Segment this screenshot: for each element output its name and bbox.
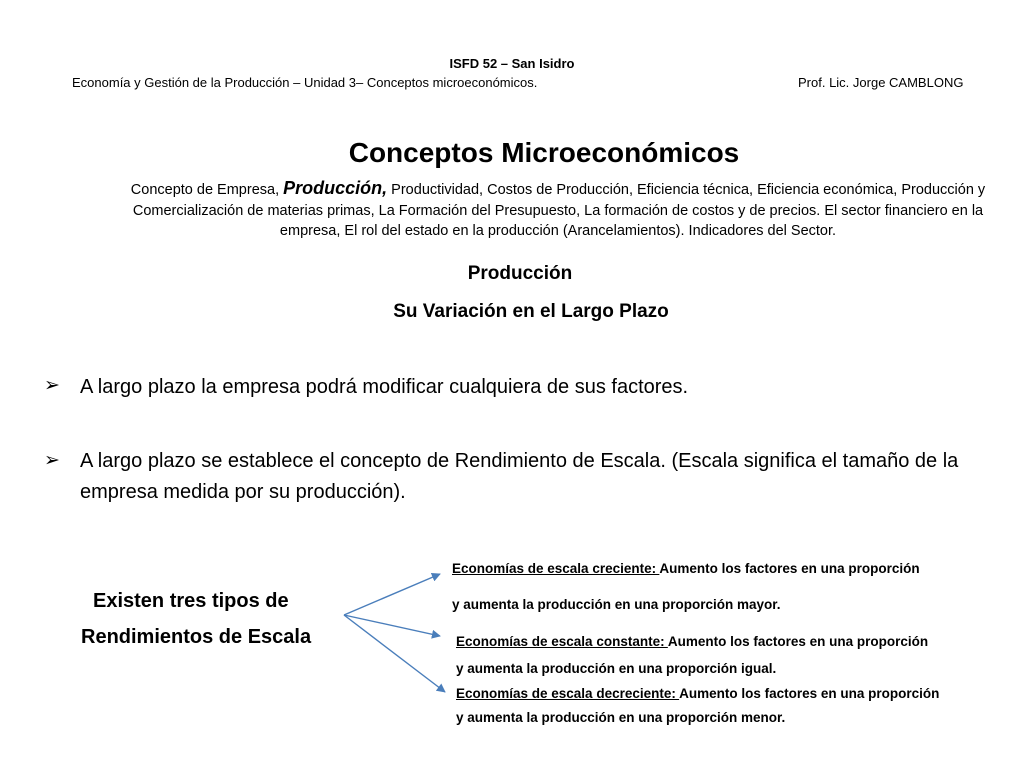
topics-emphasis: Producción, bbox=[283, 178, 388, 198]
economy-constant-line-1 bbox=[456, 634, 928, 649]
bullet-arrow-icon: ➢ bbox=[44, 450, 60, 471]
economy-constant-label: Economías de escala constante: bbox=[456, 634, 668, 649]
section-subtitle: Su Variación en el Largo Plazo bbox=[393, 301, 669, 322]
school-header: ISFD 52 – San Isidro bbox=[449, 56, 575, 71]
topics-after: Productividad, Costos de Producción, Eficiencia técnica, Eficiencia económica, Producción y Comercialización de materias primas, La Formación del Presupuesto, La formación de costos y de precios. El sector financiero en la empresa, El rol del estado en la producción (Arancelamientos). Indicadores del Sector. bbox=[132, 182, 986, 239]
economy-decreasing-text: Aumento los factores en una proporción bbox=[679, 686, 940, 701]
bullet-text-2: A largo plazo se establece el concepto de Rendimiento de Escala. (Escala significa el tamaño de la empresa medida por su producción). bbox=[80, 450, 959, 503]
slide-title: Conceptos Microeconómicos bbox=[348, 137, 740, 168]
professor-header: Prof. Lic. Jorge CAMBLONG bbox=[798, 75, 964, 90]
economy-increasing-label: Economías de escala creciente: bbox=[452, 561, 660, 576]
economy-decreasing-label: Economías de escala decreciente: bbox=[456, 686, 680, 701]
economy-increasing-line-2: y aumenta la producción en una proporción mayor. bbox=[452, 597, 781, 612]
arrow-increasing bbox=[344, 574, 440, 615]
bullet-arrow-icon: ➢ bbox=[44, 375, 60, 396]
economy-decreasing-line-1 bbox=[456, 686, 939, 701]
economy-constant-line-2: y aumenta la producción en una proporción igual. bbox=[456, 661, 777, 676]
section-title: Producción bbox=[467, 263, 573, 284]
economy-constant-text: Aumento los factores en una proporción bbox=[667, 634, 929, 649]
economy-increasing-line-1 bbox=[452, 561, 920, 576]
economy-increasing-text: Aumento los factores en una proporción bbox=[659, 561, 920, 576]
economy-decreasing-line-2: y aumenta la producción en una proporción menor. bbox=[456, 710, 786, 725]
returns-label-line-2: Rendimientos de Escala bbox=[81, 626, 312, 648]
returns-label-line-1: Existen tres tipos de bbox=[93, 590, 289, 612]
bullet-text-1: A largo plazo la empresa podrá modificar cualquiera de sus factores. bbox=[80, 376, 689, 398]
topics-before: Concepto de Empresa, bbox=[130, 182, 284, 198]
course-header: Economía y Gestión de la Producción – Unidad 3– Conceptos microeconómicos. bbox=[72, 75, 538, 90]
